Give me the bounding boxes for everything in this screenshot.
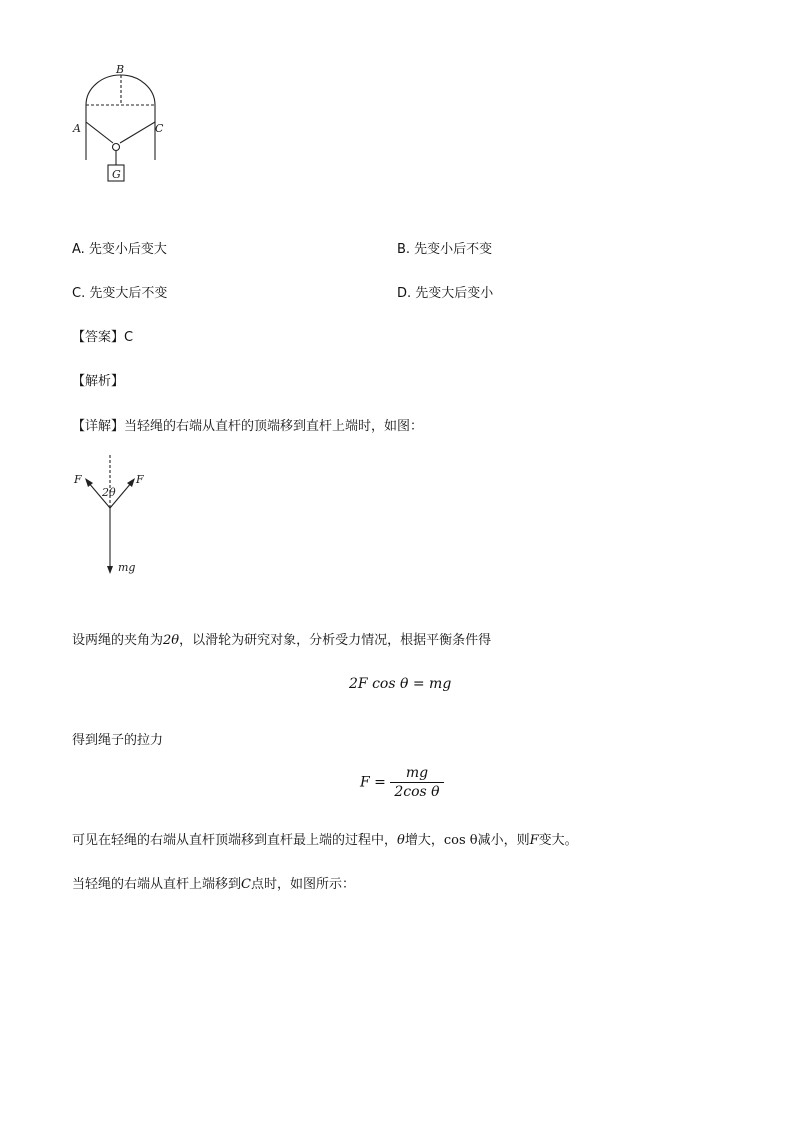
para3-t4: 变大。 xyxy=(538,833,578,848)
para1-pre: 设两绳的夹角为 xyxy=(72,633,164,648)
para1-var: 2θ xyxy=(163,633,180,648)
label-f-right: F xyxy=(136,473,144,486)
answer-line xyxy=(72,326,133,345)
down-arrowhead xyxy=(107,566,113,574)
para1-post: ，以滑轮为研究对象，分析受力情况，根据平衡条件得 xyxy=(179,633,492,648)
pulley xyxy=(113,144,120,151)
para3-t1: 可见在轻绳的右端从直杆顶端移到直杆最上端的过程中， xyxy=(72,833,398,848)
analysis-heading: 【解析】 xyxy=(72,374,125,389)
eq2-numerator: mg xyxy=(390,765,443,783)
equation-tension xyxy=(360,765,444,800)
rope-left xyxy=(86,122,113,143)
detail-tag: 【详解】 xyxy=(72,419,125,434)
rope-right xyxy=(120,122,155,143)
label-b: B xyxy=(116,63,125,76)
option-a: A. 先变小后变大 xyxy=(72,242,167,257)
label-f-left: F xyxy=(74,473,82,486)
detail-text: 当轻绳的右端从直杆的顶端移到直杆上端时，如图： xyxy=(124,419,424,434)
para-angle-setup xyxy=(72,629,491,648)
label-a: A xyxy=(73,122,81,135)
answer-value: C xyxy=(124,330,134,345)
para3-v3: F xyxy=(529,833,539,848)
equation-balance xyxy=(349,676,451,692)
option-d: D. 先变大后变小 xyxy=(397,286,494,301)
option-c: C. 先变大后不变 xyxy=(72,286,168,301)
answer-tag: 【答案】 xyxy=(72,330,125,345)
para-conclusion-2 xyxy=(72,873,355,892)
para3-v2: cos θ xyxy=(443,833,478,848)
para3-t3: 减小，则 xyxy=(477,833,530,848)
para3-v1: θ xyxy=(397,833,405,848)
force-diagram xyxy=(68,450,158,580)
eq1-lhs: 2F cos θ xyxy=(349,676,409,692)
para-conclusion-1 xyxy=(72,829,578,848)
para4-t1: 当轻绳的右端从直杆上端移到 xyxy=(72,877,242,892)
label-c: C xyxy=(155,122,164,135)
label-angle: 2θ xyxy=(102,486,116,499)
label-mg: mg xyxy=(118,561,136,574)
option-b: B. 先变小后不变 xyxy=(397,242,493,257)
eq1-rhs: mg xyxy=(429,676,452,692)
para-tension-intro: 得到绳子的拉力 xyxy=(72,733,164,748)
para4-v1: C xyxy=(241,877,251,892)
eq2-denominator: 2cos θ xyxy=(394,784,440,800)
eq2-fraction xyxy=(390,765,443,800)
eq1-eq: = xyxy=(412,676,425,692)
detail-line xyxy=(72,415,423,434)
eq2-lhs: F xyxy=(360,774,370,791)
eq2-eq: = xyxy=(374,774,386,791)
rope-pulley-figure xyxy=(60,55,180,190)
label-g: G xyxy=(112,168,121,181)
para4-t2: 点时，如图所示： xyxy=(250,877,355,892)
para3-t2: 增大， xyxy=(404,833,444,848)
